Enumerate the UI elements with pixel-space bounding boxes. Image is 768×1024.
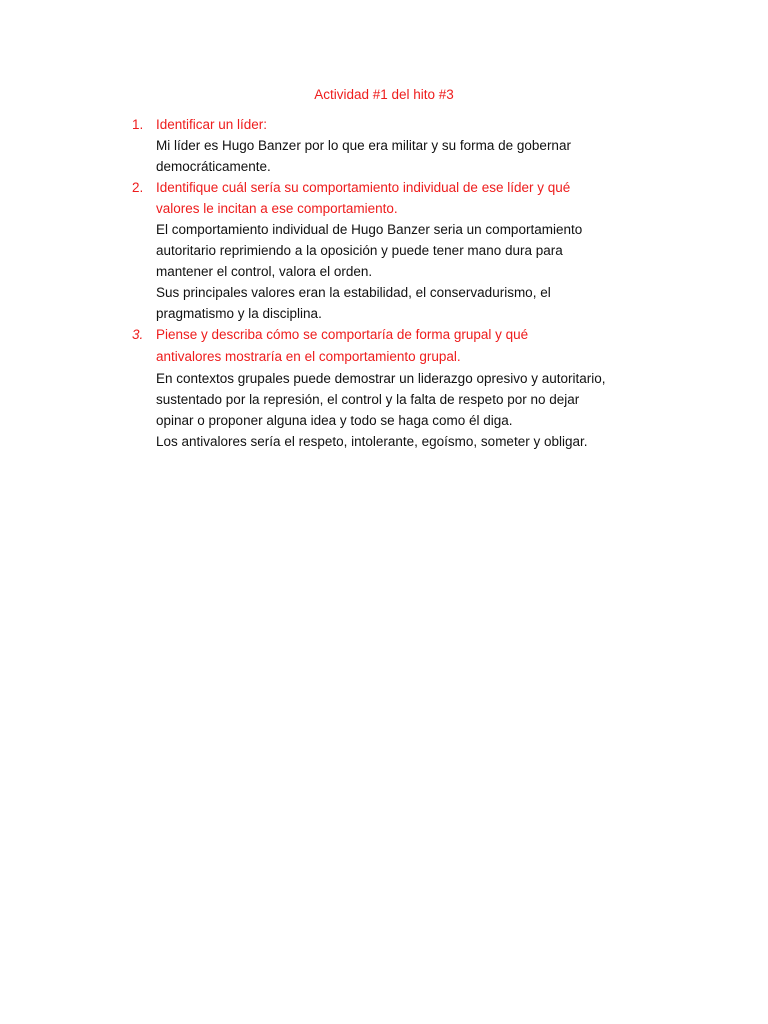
answer-3-line-2: sustentado por la represión, el control y la falta de respeto por no dejar [156, 392, 580, 407]
question-1-line-1: Identificar un líder: [156, 117, 268, 132]
list-item-3 [132, 324, 672, 452]
question-2-line-2: valores le incitan a ese comportamiento. [156, 201, 398, 216]
item-number-3: 3. [132, 327, 144, 342]
answer-2-line-4: Sus principales valores eran la estabilidad, el conservadurismo, el [156, 285, 551, 300]
list-item-1 [132, 114, 672, 177]
answer-2-line-3: mantener el control, valora el orden. [156, 264, 373, 279]
question-2-line-1: Identifique cuál sería su comportamiento individual de ese líder y qué [156, 180, 571, 195]
list-item-2 [132, 177, 672, 324]
question-3-line-2: antivalores mostraría en el comportamiento grupal. [156, 349, 461, 364]
activity-list [132, 114, 672, 452]
answer-1-line-1: Mi líder es Hugo Banzer por lo que era militar y su forma de gobernar [156, 138, 571, 153]
answer-1-line-2: democráticamente. [156, 159, 271, 174]
document-title: Actividad #1 del hito #3 [314, 87, 454, 102]
question-3-line-1: Piense y describa cómo se comportaría de forma grupal y qué [156, 327, 529, 342]
item-number-2: 2. [132, 180, 144, 195]
answer-3-line-3: opinar o proponer alguna idea y todo se haga como él diga. [156, 413, 513, 428]
answer-2-line-1: El comportamiento individual de Hugo Banzer seria un comportamiento [156, 222, 583, 237]
answer-2-line-2: autoritario reprimiendo a la oposición y puede tener mano dura para [156, 243, 563, 258]
answer-3-line-4: Los antivalores sería el respeto, intolerante, egoísmo, someter y obligar. [156, 434, 588, 449]
answer-3-line-1: En contextos grupales puede demostrar un liderazgo opresivo y autoritario, [156, 371, 606, 386]
item-number-1: 1. [132, 117, 144, 132]
answer-2-line-5: pragmatismo y la disciplina. [156, 306, 322, 321]
